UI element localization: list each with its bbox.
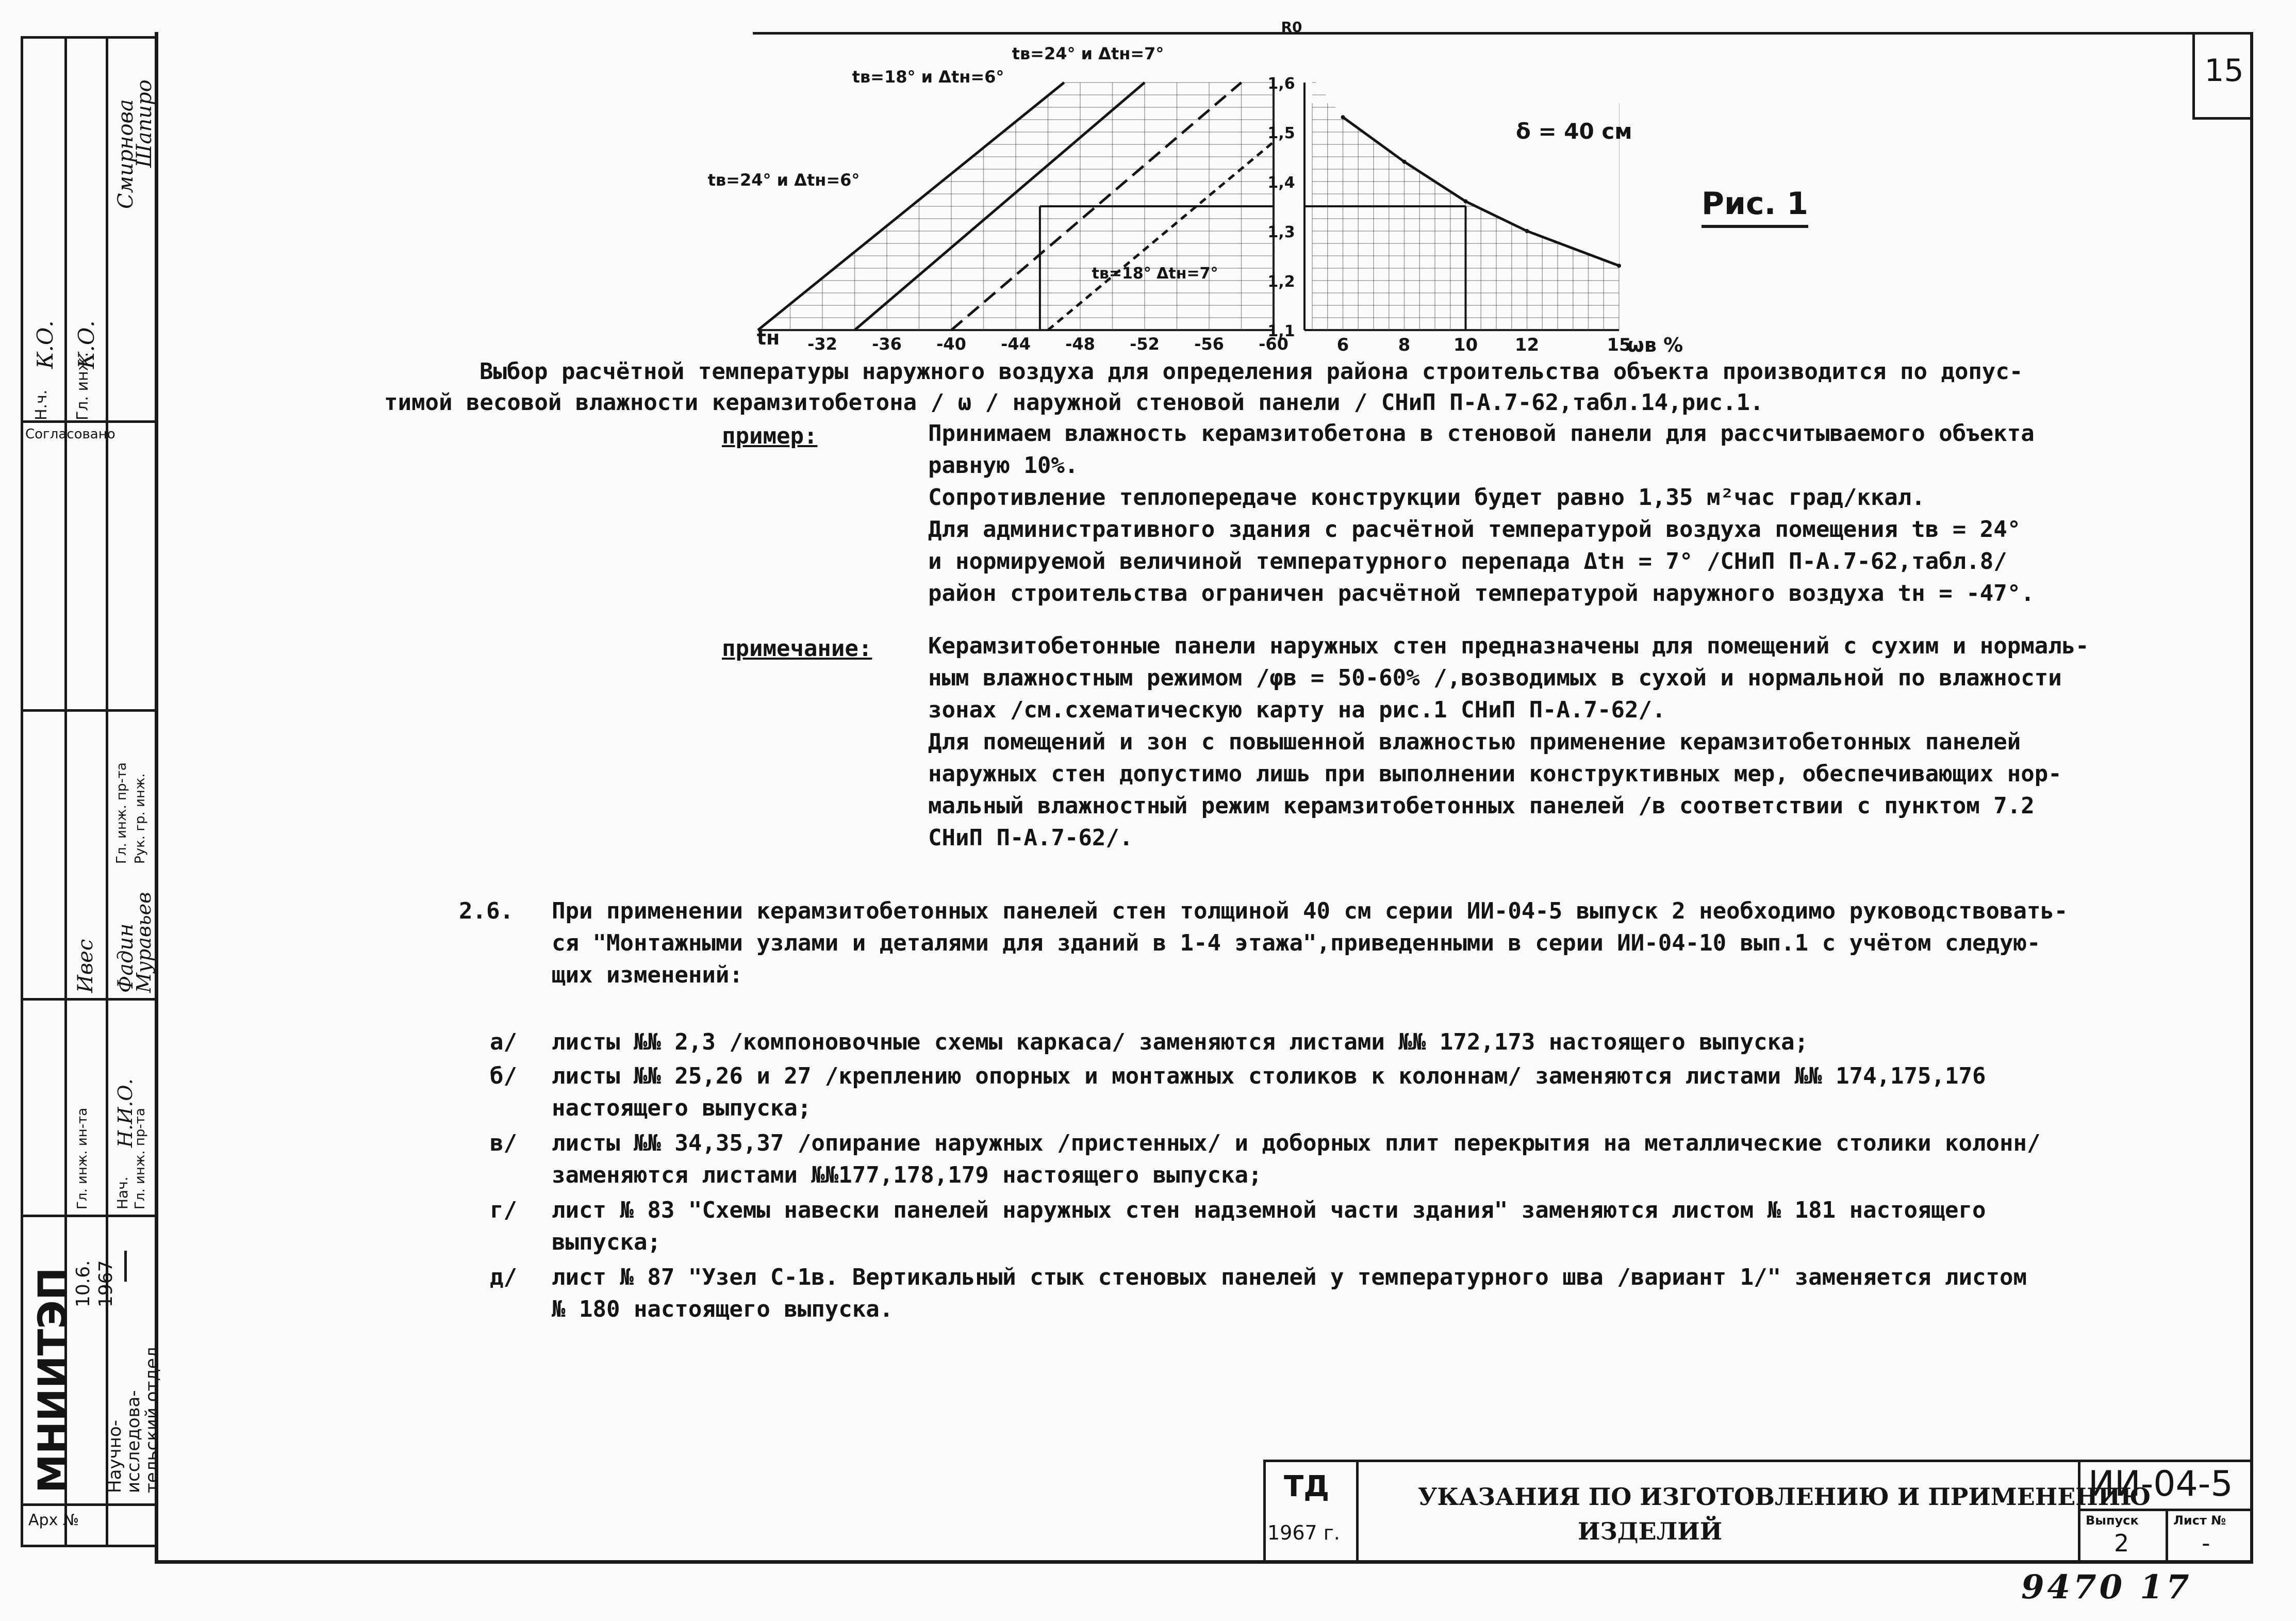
note-line: ным влажностным режимом /φв = 50-60% /,возводимых в сухой и нормальной по влажности [928,665,2062,691]
right-data-point [1525,229,1529,233]
left-series-label: tв=24° и Δtн=7° [1012,44,1164,63]
example-line: равную 10%. [928,452,1079,479]
item-marker: б/ [490,1063,517,1089]
stamp-role: Рук. гр. инж. [133,773,148,864]
archive-number: 9470 17 [2021,1568,2192,1607]
example-line: Принимаем влажность керамзитобетона в стеновой панели для рассчитываемого объекта [928,420,2035,447]
sheet-number: 15 [2192,32,2253,120]
right-y-tick: 1,2 [1267,273,1295,291]
stamp-role: Гл. инж. [74,352,92,420]
right-x-tick: 8 [1398,335,1411,355]
stamp-name: Ивес [74,939,97,993]
stamp-name: Н.И.О. [114,1078,137,1148]
stamp-name: Шапиро [133,79,156,168]
stamp-name: К.О. [74,320,99,369]
section-number: 2.6. [459,898,514,924]
title-block [1263,1460,2253,1563]
stamp-agreed: Согласовано [25,427,115,442]
left-series-label: tв=18° Δtн=7° [1092,265,1218,283]
example-label: пример: [722,423,818,449]
stamp-role: Нач. [114,1176,131,1209]
item-marker: а/ [490,1029,517,1055]
stamp-role: Гл. инж. пр-та [133,1108,148,1209]
left-series-line [1048,142,1274,330]
left-x-tick: -52 [1130,334,1160,354]
intro-line: тимой весовой влажности керамзитобетона / ω / наружной стеновой панели / СНиП П-А.7-62,табл.14,рис.1. [384,389,1764,416]
left-x-tick: -32 [807,334,837,354]
item-marker: в/ [490,1130,517,1156]
stamp-date-day: 10.6. [73,1260,94,1307]
item-line: настоящего выпуска; [552,1095,812,1121]
stamp-org: МНИИТЭП [29,1267,75,1493]
stamp-role: Гл. инж. пр-та [114,762,129,864]
title-year: 1967 г. [1267,1521,1340,1544]
note-line: зонах /см.схематическую карту на рис.1 СНиП П-А.7-62/. [928,697,1666,723]
left-x-tick: -56 [1194,334,1224,354]
right-data-point [1341,115,1345,119]
left-series-label: tв=24° и Δtн=6° [707,170,860,190]
sheet-value: - [2202,1529,2210,1557]
title-org-code: ТД [1284,1470,1330,1503]
left-chart [708,44,1289,354]
item-line: № 180 настоящего выпуска. [552,1296,894,1322]
right-data-point [1617,264,1621,268]
example-line: район строительства ограничен расчётной температурой наружного воздуха tн = -47°. [928,580,2035,607]
approval-stamp [21,36,162,1547]
item-line: листы №№ 34,35,37 /опирание наружных /пристенных/ и доборных плит перекрытия на металлические столики колонн/ [552,1130,2041,1156]
note-block [928,630,2089,854]
stamp-archive-no: Арх № [28,1511,79,1529]
frame-right [2250,32,2253,1564]
figure-caption: Рис. 1 [1702,186,1808,228]
right-y-tick: 1,5 [1267,124,1295,142]
example-block [928,418,2035,610]
example-line: Для административного здания с расчётной температурой воздуха помещения tв = 24° [928,516,2021,543]
left-x-tick: -48 [1065,334,1095,354]
item-line: заменяются листами №№177,178,179 настоящего выпуска; [552,1162,1262,1188]
right-x-tick: 15 [1607,335,1631,355]
note-line: наружных стен допустимо лишь при выполнении конструктивных мер, обеспечивающих нор- [928,761,2062,787]
item-line: лист № 83 "Схемы навески панелей наружных стен надземной части здания" заменяются листом № 181 настоящего [552,1197,1986,1223]
item-line: лист № 87 "Узел С-1в. Вертикальный стык стеновых панелей у температурного шва /вариант 1/" заменяется листом [552,1264,2027,1290]
note-line: Для помещений и зон с повышенной влажностью применение керамзитобетонных панелей [928,729,2021,755]
right-data-point [1402,160,1407,164]
series-code: ИИ-04-5 [2088,1464,2233,1504]
note-line: Керамзитобетонные панели наружных стен предназначены для помещений с сухим и нормаль- [928,633,2089,659]
right-y-tick: 1,3 [1267,223,1295,241]
stamp-role: Н.ч. [32,389,51,420]
right-x-tick: 12 [1514,335,1540,355]
section-26-block [552,895,2068,991]
item-line: выпуска; [552,1229,661,1255]
right-y-tick: 1,4 [1267,174,1295,192]
right-data-point [1464,199,1468,203]
right-chart [1267,21,1683,356]
left-x-tick: -60 [1259,334,1289,354]
section-line: щих изменений: [552,962,743,988]
left-x-tick: -40 [936,334,966,354]
right-x-axis-title: ωв % [1627,334,1683,356]
issue-label: Выпуск [2086,1513,2139,1528]
section-line: ся "Монтажными узлами и деталями для зданий в 1-4 этажа",приведенными в серии ИИ-04-10 вып.1 с учётом следую- [552,930,2041,956]
section-line: При применении керамзитобетонных панелей стен толщиной 40 см серии ИИ-04-5 выпуск 2 необходимо руководствовать- [552,898,2068,924]
stamp-name: Муравьев [133,892,155,993]
item-marker: г/ [490,1197,517,1223]
example-line: Сопротивление теплопередаче конструкции будет равно 1,35 м²час град/ккал. [928,484,1925,511]
note-line: мальный влажностный режим керамзитобетонных панелей /в соответствии с пунктом 7.2 [928,793,2035,819]
delta-label: δ = 40 см [1516,119,1632,144]
left-x-tick: -44 [1001,334,1031,354]
right-x-tick: 10 [1453,335,1478,355]
stamp-name: К.О. [32,320,58,369]
stamp-name: Фадин [114,923,138,993]
right-x-tick: 6 [1336,335,1349,355]
item-line: листы №№ 2,3 /компоновочные схемы каркаса/ заменяются листами №№ 172,173 настоящего выпуска; [552,1029,1809,1055]
left-x-tick: -36 [872,334,902,354]
title-line: УКАЗАНИЯ ПО ИЗГОТОВЛЕНИЮ И ПРИМЕНЕНИЮ [1418,1483,2151,1511]
right-y-axis-title: R0 [1281,21,1302,36]
stamp-dept: Научно-исследова- тельский отдел [105,1347,162,1493]
stamp-name: Смирнова [114,99,138,209]
stamp-date-year: 1967 [95,1260,117,1307]
item-marker: д/ [490,1264,517,1290]
title-line: ИЗДЕЛИЙ [1578,1517,1723,1545]
left-x-axis-title: tн [756,326,780,349]
stamp-dash [124,1251,127,1282]
stamp-role: Гл. инж. ин-та [75,1107,90,1209]
item-line: листы №№ 25,26 и 27 /креплению опорных и монтажных столиков к колоннам/ заменяются листами №№ 174,175,176 [552,1063,1986,1089]
right-y-tick: 1,6 [1267,75,1295,93]
note-label: примечание: [722,635,872,662]
left-series-label: tв=18° и Δtн=6° [852,67,1004,87]
right-y-tick: 1,1 [1267,322,1295,340]
issue-value: 2 [2114,1529,2129,1557]
note-line: СНиП П-А.7-62/. [928,825,1133,851]
sheet-label: Лист № [2173,1513,2226,1528]
example-line: и нормируемой величиной температурного перепада Δtн = 7° /СНиП П-А.7-62,табл.8/ [928,548,2007,575]
intro-line: Выбор расчётной температуры наружного воздуха для определения района строительства объекта производится по допус- [480,358,2023,385]
figure-charts [706,21,1686,392]
